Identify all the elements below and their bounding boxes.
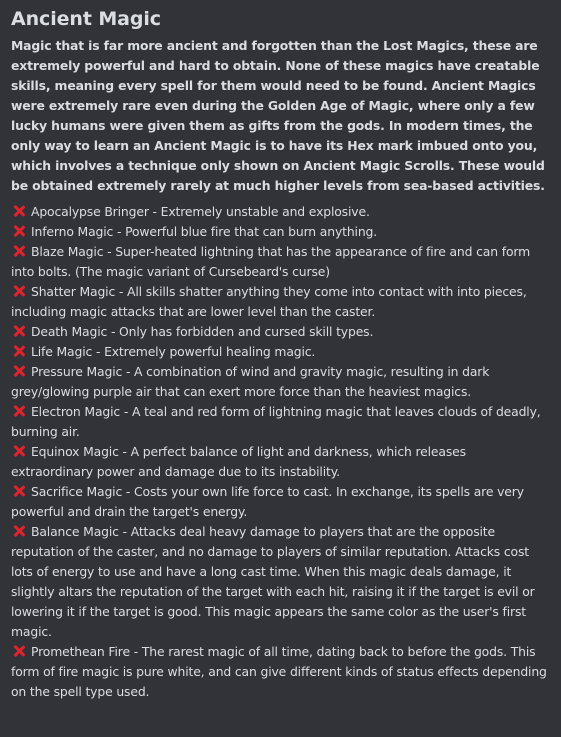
cross-mark-icon	[13, 285, 25, 297]
list-item	[11, 282, 551, 322]
cross-mark-icon	[13, 445, 25, 457]
item-text: Sacrifice Magic - Costs your own life force to cast. In exchange, its spells are very powerful and drain the target's energy.	[11, 484, 524, 519]
magic-list	[11, 202, 551, 702]
cross-mark-icon	[13, 645, 25, 657]
list-item	[11, 322, 551, 342]
list-item	[11, 642, 551, 702]
item-text: Blaze Magic - Super-heated lightning that has the appearance of fire and can form into bolts. (The magic variant of Cursebeard's curse)	[11, 244, 531, 279]
item-text: Life Magic - Extremely powerful healing magic.	[31, 344, 316, 359]
item-text: Inferno Magic - Powerful blue fire that can burn anything.	[31, 224, 378, 239]
cross-mark-icon	[13, 225, 25, 237]
item-text: Electron Magic - A teal and red form of lightning magic that leaves clouds of deadly, burning air.	[11, 404, 541, 439]
list-item	[11, 482, 551, 522]
list-item	[11, 202, 551, 222]
section-heading: Ancient Magic	[11, 8, 161, 30]
cross-mark-icon	[13, 405, 25, 417]
list-item	[11, 342, 551, 362]
cross-mark-icon	[13, 205, 25, 217]
cross-mark-icon	[13, 485, 25, 497]
item-text: Apocalypse Bringer - Extremely unstable and explosive.	[31, 204, 370, 219]
cross-mark-icon	[13, 325, 25, 337]
item-text: Promethean Fire - The rarest magic of all time, dating back to before the gods. This form of fire magic is pure white, and can give different kinds of status effects depending on the spell type used.	[11, 644, 547, 699]
item-text: Pressure Magic - A combination of wind and gravity magic, resulting in dark grey/glowing purple air that can exert more force than the heaviest magics.	[11, 364, 490, 399]
item-text: Balance Magic - Attacks deal heavy damage to players that are the opposite reputation of the caster, and no damage to players of similar reputation. Attacks cost lots of energy to use and have a long cast time. When this magic deals damage, it slightly altars the reputation of the target with each hit, raising it if the target is evil or lowering it if the target is good. This magic appears the same color as the user's first magic.	[11, 524, 535, 639]
intro-paragraph: Magic that is far more ancient and forgotten than the Lost Magics, these are extremely powerful and hard to obtain. None of these magics have creatable skills, meaning every spell for them would need to be found. Ancient Magics were extremely rare even during the Golden Age of Magic, where only a few lucky humans were given them as gifts from the gods. In modern times, the only way to learn an Ancient Magic is to have its Hex mark imbued onto you, which involves a technique only shown on Ancient Magic Scrolls. These would be obtained extremely rarely at much higher levels from sea-based activities.	[11, 38, 545, 193]
list-item	[11, 362, 551, 402]
item-text: Shatter Magic - All skills shatter anything they come into contact with into pieces, including magic attacks that are lower level than the caster.	[11, 284, 527, 319]
cross-mark-icon	[13, 245, 25, 257]
cross-mark-icon	[13, 345, 25, 357]
list-item	[11, 242, 551, 282]
cross-mark-icon	[13, 525, 25, 537]
item-text: Equinox Magic - A perfect balance of light and darkness, which releases extraordinary power and damage due to its instability.	[11, 444, 466, 479]
cross-mark-icon	[13, 365, 25, 377]
list-item	[11, 442, 551, 482]
list-item	[11, 222, 551, 242]
list-item	[11, 522, 551, 642]
list-item	[11, 402, 551, 442]
item-text: Death Magic - Only has forbidden and cursed skill types.	[31, 324, 374, 339]
